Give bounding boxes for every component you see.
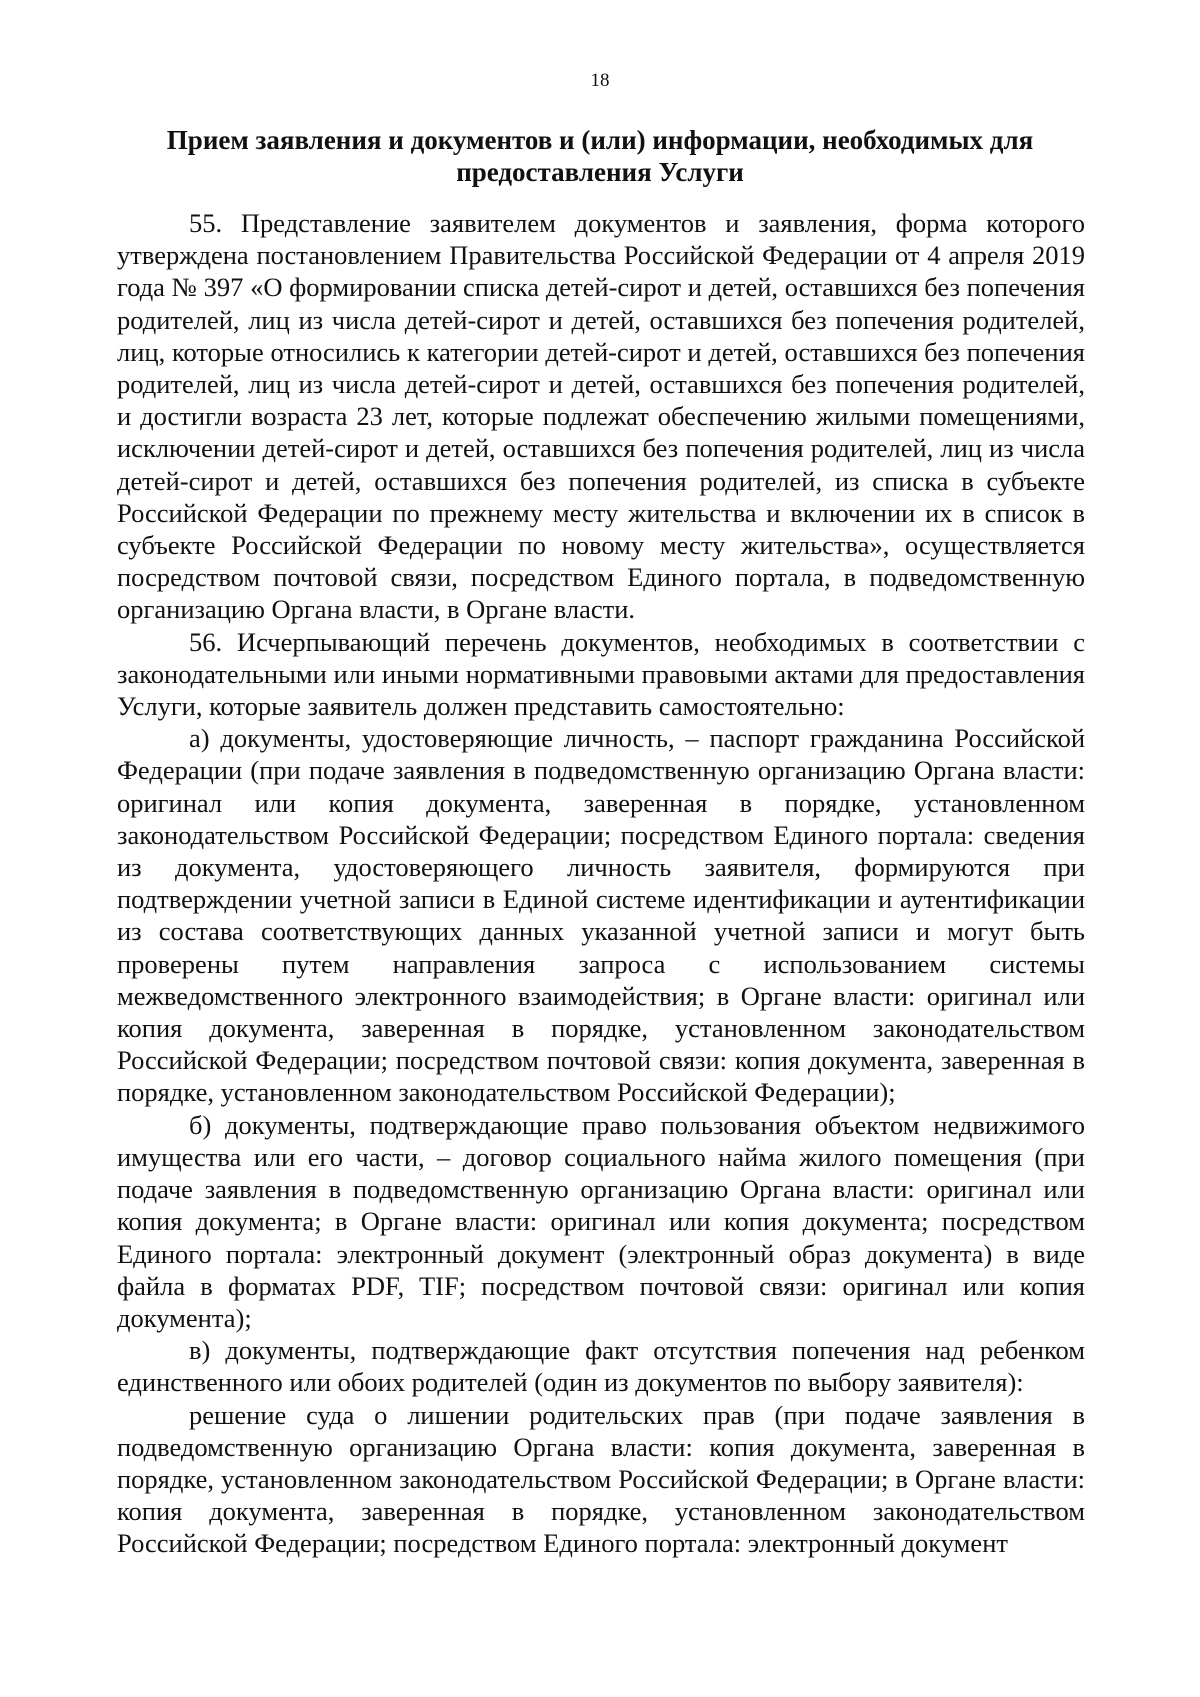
paragraph-item-v: в) документы, подтверждающие факт отсутствия попечения над ребенком единственного или обоих родителей (один из документов по выбору заявителя): — [117, 1335, 1085, 1398]
paragraph-court-decision: решение суда о лишении родительских прав (при подаче заявления в подведомственную организацию Органа власти: копия документа, заверенная в порядке, установленном законодательством Российской Федерации; в Органе власти: копия документа, заверенная в порядке, установленном законодательством Российской Федерации; посредством Единого портала: электронный документ — [117, 1399, 1085, 1559]
section-heading: Прием заявления и документов и (или) информации, необходимых для предоставления Услуги — [166, 125, 1034, 187]
paragraph-56: 56. Исчерпывающий перечень документов, необходимых в соответствии с законодательными или иными нормативными правовыми актами для предоставления Услуги, которые заявитель должен представить самостоятельно: — [117, 626, 1085, 722]
paragraph-item-a: а) документы, удостоверяющие личность, – паспорт гражданина Российской Федерации (при подаче заявления в подведомственную организацию Органа власти: оригинал или копия документа, заверенная в порядке, установленном законодательством Российской Федерации; посредством Единого портала: сведения из документа, удостоверяющего личность заявителя, формируются при подтверждении учетной записи в Единой системе идентификации и аутентификации из состава соответствующих данных указанной учетной записи и могут быть проверены путем направления запроса с использованием системы межведомственного электронного взаимодействия; в Органе власти: оригинал или копия документа, заверенная в порядке, установленном законодательством Российской Федерации; посредством почтовой связи: копия документа, заверенная в порядке, установленном законодательством Российской Федерации); — [117, 723, 1085, 1108]
document-body — [117, 207, 1085, 1560]
paragraph-item-b: б) документы, подтверждающие право пользования объектом недвижимого имущества или его части, – договор социального найма жилого помещения (при подаче заявления в подведомственную организацию Органа власти: оригинал или копия документа; в Органе власти: оригинал или копия документа; посредством Единого портала: электронный документ (электронный образ документа) в виде файла в форматах PDF, TIF; посредством почтовой связи: оригинал или копия документа); — [117, 1109, 1085, 1333]
page-number: 18 — [590, 70, 610, 91]
paragraph-55: 55. Представление заявителем документов и заявления, форма которого утверждена постановлением Правительства Российской Федерации от 4 апреля 2019 года № 397 «О формировании списка детей-сирот и детей, оставшихся без попечения родителей, лиц из числа детей-сирот и детей, оставшихся без попечения родителей, лиц, которые относились к категории детей-сирот и детей, оставшихся без попечения родителей, лиц из числа детей-сирот и детей, оставшихся без попечения родителей, и достигли возраста 23 лет, которые подлежат обеспечению жилыми помещениями, исключении детей-сирот и детей, оставшихся без попечения родителей, лиц из числа детей-сирот и детей, оставшихся без попечения родителей, из списка в субъекте Российской Федерации по прежнему месту жительства и включении их в список в субъекте Российской Федерации по новому месту жительства», осуществляется посредством почтовой связи, посредством Единого портала, в подведомственную организацию Органа власти, в Органе власти. — [117, 208, 1085, 625]
